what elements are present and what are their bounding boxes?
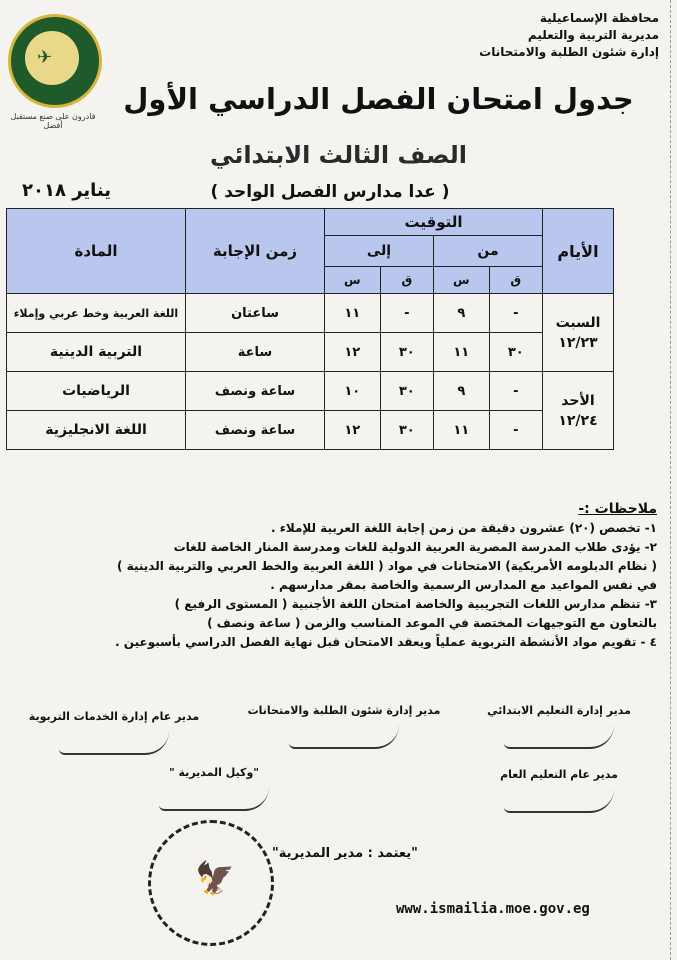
response-time: ساعة ونصف [186,411,325,450]
from-minutes: - [489,294,542,333]
day-cell [543,372,614,450]
from-hours: ١١ [434,333,490,372]
exam-date: يناير ٢٠١٨ [22,180,112,201]
subject: اللغة الانجليزية [7,411,186,450]
note-2-cont: في نفس المواعيد مع المدارس الرسمية والخاصة بمقر مدارسهم . [270,578,657,592]
day-name: السبت [555,314,601,331]
eagle-icon: 🦅 [195,859,235,897]
subject: الرياضيات [7,372,186,411]
header-minutes: ق [489,267,542,294]
header-hours: س [325,267,381,294]
from-hours: ١١ [434,411,490,450]
ministry-logo [8,14,98,130]
to-minutes: ٣٠ [380,372,433,411]
notes-section [57,500,657,652]
directorate: مديرية التربية والتعليم [527,28,659,42]
website-url[interactable]: www.ismailia.moe.gov.eg [396,901,590,917]
header-response-time: زمن الإجابة [186,209,325,294]
to-minutes: - [380,294,433,333]
signature-services [14,710,214,755]
day-cell [543,294,614,372]
from-hours: ٩ [434,294,490,333]
governorate: محافظة الإسماعيلية [539,11,659,25]
response-time: ساعتان [186,294,325,333]
response-time: ساعة [186,333,325,372]
to-minutes: ٣٠ [380,411,433,450]
note-3: ٣- تنظم مدارس اللغات التجريبية والخاصة امتحان اللغة الأجنبية ( المستوى الرفيع ) [174,597,657,611]
grade-heading: الصف الثالث الابتدائي [210,141,467,169]
subject: اللغة العربية وخط عربي وإملاء [7,294,186,333]
page-edge-line [669,0,671,960]
to-minutes: ٣٠ [380,333,433,372]
handwritten-signature [504,789,614,813]
signature-students [239,704,449,749]
handwritten-signature [289,725,399,749]
logo-caption: قادرون على صنع مستقبل أفضل [10,112,96,130]
signature-title: "وكيل المديرية " [168,766,260,779]
header-days: الأيام [543,209,614,294]
handwritten-signature [504,725,614,749]
handwritten-signature [159,787,269,811]
day-date: ١٢/٢٣ [558,334,598,351]
from-hours: ٩ [434,372,490,411]
note-4: ٤ - تقويم مواد الأنشطة التربوية عملياً ويعقد الامتحان قبل نهاية الفصل الدراسي بأسبوعين . [115,635,657,649]
day-name: الأحد [561,392,595,409]
signature-title: مدير عام إدارة الخدمات التربوية [28,710,200,723]
header-from: من [434,236,543,267]
department: إدارة شئون الطلبة والامتحانات [479,45,659,59]
to-hours: ١٢ [325,411,381,450]
response-time: ساعة ونصف [186,372,325,411]
table-row [7,411,614,450]
table-row [7,294,614,333]
header-to: إلى [325,236,434,267]
notes-title: ملاحظات :- [578,501,657,517]
approval-line: "يعتمد : مدير المديرية" [272,846,418,861]
table-row [7,372,614,411]
official-seal [148,820,274,946]
signature-title: مدير عام التعليم العام [500,768,618,781]
from-minutes: - [489,411,542,450]
handwritten-signature [59,731,169,755]
signature-deputy [134,766,294,811]
to-hours: ١٢ [325,333,381,372]
table-row [7,333,614,372]
signature-title: مدير إدارة التعليم الابتدائي [487,704,631,717]
authority-header [399,10,659,61]
day-date: ١٢/٢٤ [558,412,598,429]
page-title: جدول امتحان الفصل الدراسي الأول [123,82,634,116]
header-hours: س [434,267,490,294]
exception-note: ( عدا مدارس الفصل الواحد ) [210,182,450,202]
signature-general [479,768,639,813]
exam-schedule-table [6,208,614,450]
logo-emblem-icon: ✈ [37,47,53,68]
signature-primary [459,704,659,749]
signature-title: مدير إدارة شئون الطلبة والامتحانات [247,704,441,717]
note-3-cont: بالتعاون مع التوجيهات المختصة في الموعد المناسب والزمن ( ساعة ونصف ) [207,616,657,630]
to-hours: ١٠ [325,372,381,411]
header-minutes: ق [380,267,433,294]
from-minutes: - [489,372,542,411]
header-timing: التوقيت [325,209,543,236]
from-minutes: ٣٠ [489,333,542,372]
header-subject: المادة [7,209,186,294]
subject: التربية الدينية [7,333,186,372]
note-1: ١- تخصص (٢٠) عشرون دقيقة من زمن إجابة اللغة العربية للإملاء . [270,521,657,535]
note-2-cont: ( نظام الدبلومه الأمريكية) الامتحانات في مواد ( اللغة العربية والخط العربي والتربية الدينية ) [117,559,657,573]
to-hours: ١١ [325,294,381,333]
note-2: ٢- يؤدى طلاب المدرسة المصرية العربية الدولية للغات ومدرسة المنار الخاصة للغات [173,540,657,554]
